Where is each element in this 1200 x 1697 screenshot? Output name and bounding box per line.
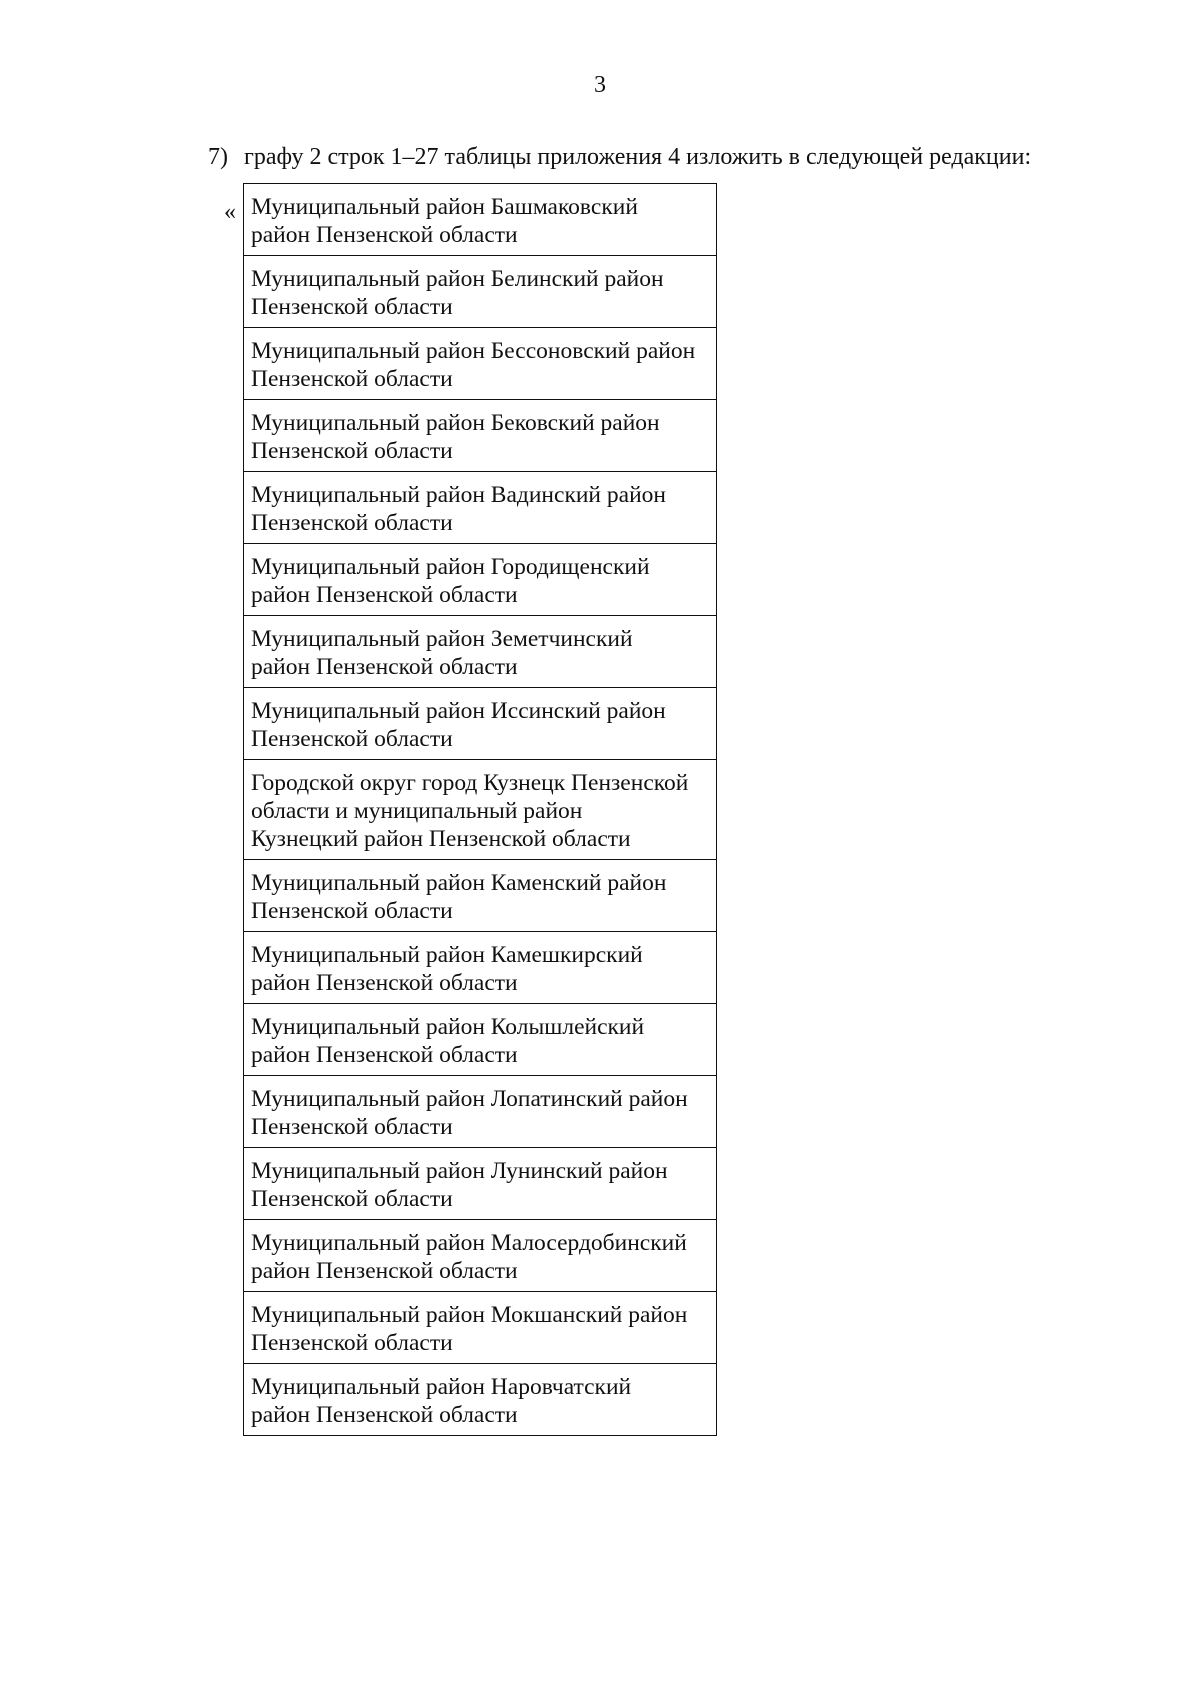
table-row: [244, 616, 717, 688]
table-cell: Муниципальный район Башмаковский район Пензенской области: [244, 184, 717, 256]
table-row: [244, 1076, 717, 1148]
table-row: [244, 1364, 717, 1436]
table-row: [244, 760, 717, 860]
table-cell: Муниципальный район Городищенский район Пензенской области: [244, 544, 717, 616]
table-row: [244, 1004, 717, 1076]
table-cell: Муниципальный район Лунинский район Пензенской области: [244, 1148, 717, 1220]
table-row: [244, 932, 717, 1004]
table-cell: Муниципальный район Бековский район Пензенской области: [244, 400, 717, 472]
table-cell: Городской округ город Кузнецк Пензенской области и муниципальный район Кузнецкий район Пензенской области: [244, 760, 717, 860]
table-row: [244, 256, 717, 328]
instruction-paragraph: [208, 142, 1031, 172]
table-cell: Муниципальный район Иссинский район Пензенской области: [244, 688, 717, 760]
table-row: [244, 472, 717, 544]
table-row: [244, 1148, 717, 1220]
table-cell: Муниципальный район Наровчатский район Пензенской области: [244, 1364, 717, 1436]
table-cell: Муниципальный район Лопатинский район Пензенской области: [244, 1076, 717, 1148]
table-row: [244, 1220, 717, 1292]
table-cell: Муниципальный район Каменский район Пензенской области: [244, 860, 717, 932]
table-cell: Муниципальный район Земетчинский район Пензенской области: [244, 616, 717, 688]
opening-quote: «: [224, 199, 236, 225]
page-number: 3: [594, 72, 606, 98]
instruction-text: графу 2 строк 1–27 таблицы приложения 4 изложить в следующей редакции:: [244, 144, 1032, 170]
regions-table: [243, 183, 717, 1436]
table-cell: Муниципальный район Вадинский район Пензенской области: [244, 472, 717, 544]
table-cell: Муниципальный район Белинский район Пензенской области: [244, 256, 717, 328]
table-cell: Муниципальный район Малосердобинский район Пензенской области: [244, 1220, 717, 1292]
table-row: [244, 328, 717, 400]
table-row: [244, 544, 717, 616]
regions-table-container: [243, 183, 717, 1436]
table-row: [244, 688, 717, 760]
instruction-item-number: 7): [208, 144, 228, 170]
table-row: [244, 400, 717, 472]
table-row: [244, 860, 717, 932]
table-cell: Муниципальный район Камешкирский район Пензенской области: [244, 932, 717, 1004]
table-row: [244, 1292, 717, 1364]
table-cell: Муниципальный район Бессоновский район Пензенской области: [244, 328, 717, 400]
table-row: [244, 184, 717, 256]
table-cell: Муниципальный район Колышлейский район Пензенской области: [244, 1004, 717, 1076]
table-cell: Муниципальный район Мокшанский район Пензенской области: [244, 1292, 717, 1364]
